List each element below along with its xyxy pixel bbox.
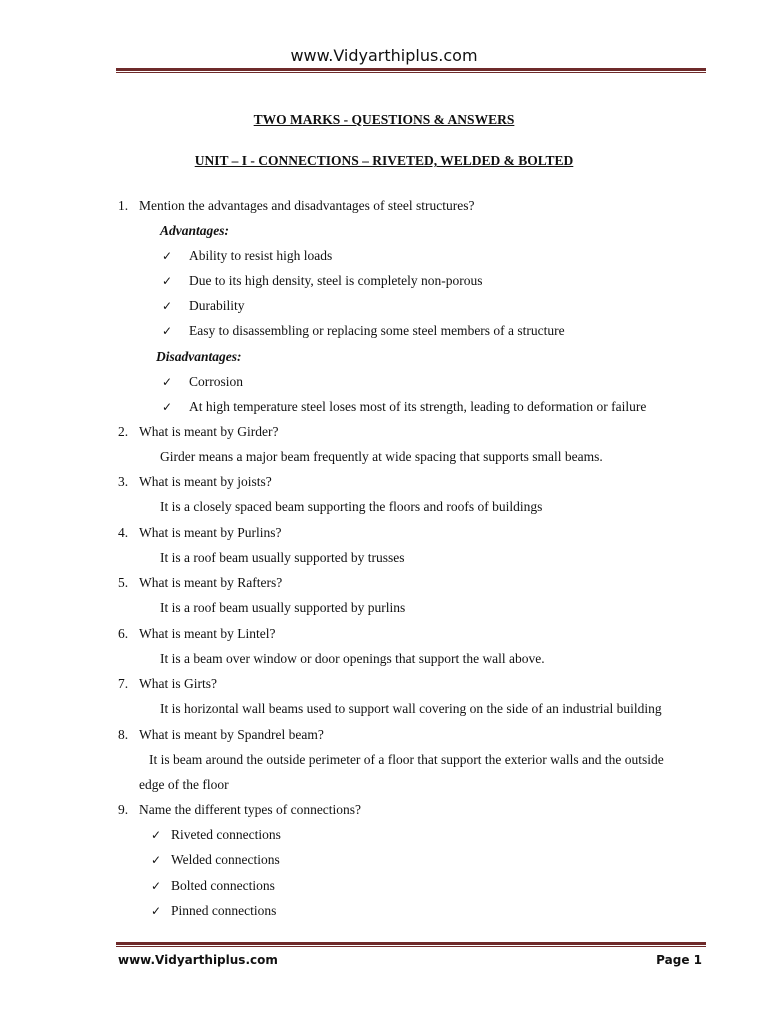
- check-icon: ✓: [151, 879, 162, 893]
- disadvantages-label: Disadvantages:: [156, 349, 242, 364]
- q4-answer: It is a roof beam usually supported by trusses: [160, 550, 405, 565]
- header-rule: [116, 68, 706, 73]
- q7-number: 7.: [118, 676, 129, 691]
- q8-answer-line1: It is beam around the outside perimeter of a floor that support the exterior walls and the outside: [149, 752, 664, 767]
- q6-answer: It is a beam over window or door openings that support the wall above.: [160, 651, 545, 666]
- unit-title: UNIT – I - CONNECTIONS – RIVETED, WELDED & BOLTED: [194, 153, 574, 168]
- check-icon: ✓: [162, 249, 173, 263]
- q5-question: What is meant by Rafters?: [139, 575, 283, 590]
- check-icon: ✓: [151, 828, 162, 842]
- q5-number: 5.: [118, 575, 129, 590]
- check-icon: ✓: [151, 904, 162, 918]
- advantages-label: Advantages:: [160, 223, 229, 238]
- header-site-url: www.Vidyarthiplus.com: [290, 46, 478, 65]
- disadvantage-item: At high temperature steel loses most of its strength, leading to deformation or failure: [189, 399, 647, 414]
- main-title: TWO MARKS - QUESTIONS & ANSWERS: [253, 112, 515, 127]
- q5-answer: It is a roof beam usually supported by purlins: [160, 600, 406, 615]
- q1-number: 1.: [118, 198, 129, 213]
- footer-rule: [116, 942, 706, 947]
- q3-number: 3.: [118, 474, 129, 489]
- q7-answer: It is horizontal wall beams used to support wall covering on the side of an industrial building: [160, 701, 662, 716]
- connection-type-item: Bolted connections: [171, 878, 275, 893]
- q7-question: What is Girts?: [139, 676, 217, 691]
- disadvantage-item: Corrosion: [189, 374, 243, 389]
- q8-number: 8.: [118, 727, 129, 742]
- q6-number: 6.: [118, 626, 129, 641]
- q1-question: Mention the advantages and disadvantages of steel structures?: [139, 198, 475, 213]
- check-icon: ✓: [162, 324, 173, 338]
- check-icon: ✓: [162, 299, 173, 313]
- q8-question: What is meant by Spandrel beam?: [139, 727, 324, 742]
- q8-answer-line2: edge of the floor: [139, 777, 229, 792]
- connection-type-item: Riveted connections: [171, 827, 281, 842]
- q2-number: 2.: [118, 424, 129, 439]
- q6-question: What is meant by Lintel?: [139, 626, 276, 641]
- advantage-item: Due to its high density, steel is completely non-porous: [189, 273, 483, 288]
- check-icon: ✓: [162, 375, 173, 389]
- q2-answer: Girder means a major beam frequently at wide spacing that supports small beams.: [160, 449, 603, 464]
- check-icon: ✓: [162, 400, 173, 414]
- q9-question: Name the different types of connections?: [139, 802, 362, 817]
- footer-site-url: www.Vidyarthiplus.com: [118, 953, 278, 967]
- q9-number: 9.: [118, 802, 129, 817]
- advantage-item: Ability to resist high loads: [189, 248, 333, 263]
- q2-question: What is meant by Girder?: [139, 424, 279, 439]
- connection-type-item: Pinned connections: [171, 903, 277, 918]
- check-icon: ✓: [162, 274, 173, 288]
- page-number: Page 1: [656, 953, 702, 967]
- advantage-item: Durability: [189, 298, 245, 313]
- q3-answer: It is a closely spaced beam supporting the floors and roofs of buildings: [160, 499, 543, 514]
- connection-type-item: Welded connections: [171, 852, 280, 867]
- q4-question: What is meant by Purlins?: [139, 525, 282, 540]
- advantage-item: Easy to disassembling or replacing some steel members of a structure: [189, 323, 565, 338]
- q4-number: 4.: [118, 525, 129, 540]
- q3-question: What is meant by joists?: [139, 474, 272, 489]
- check-icon: ✓: [151, 853, 162, 867]
